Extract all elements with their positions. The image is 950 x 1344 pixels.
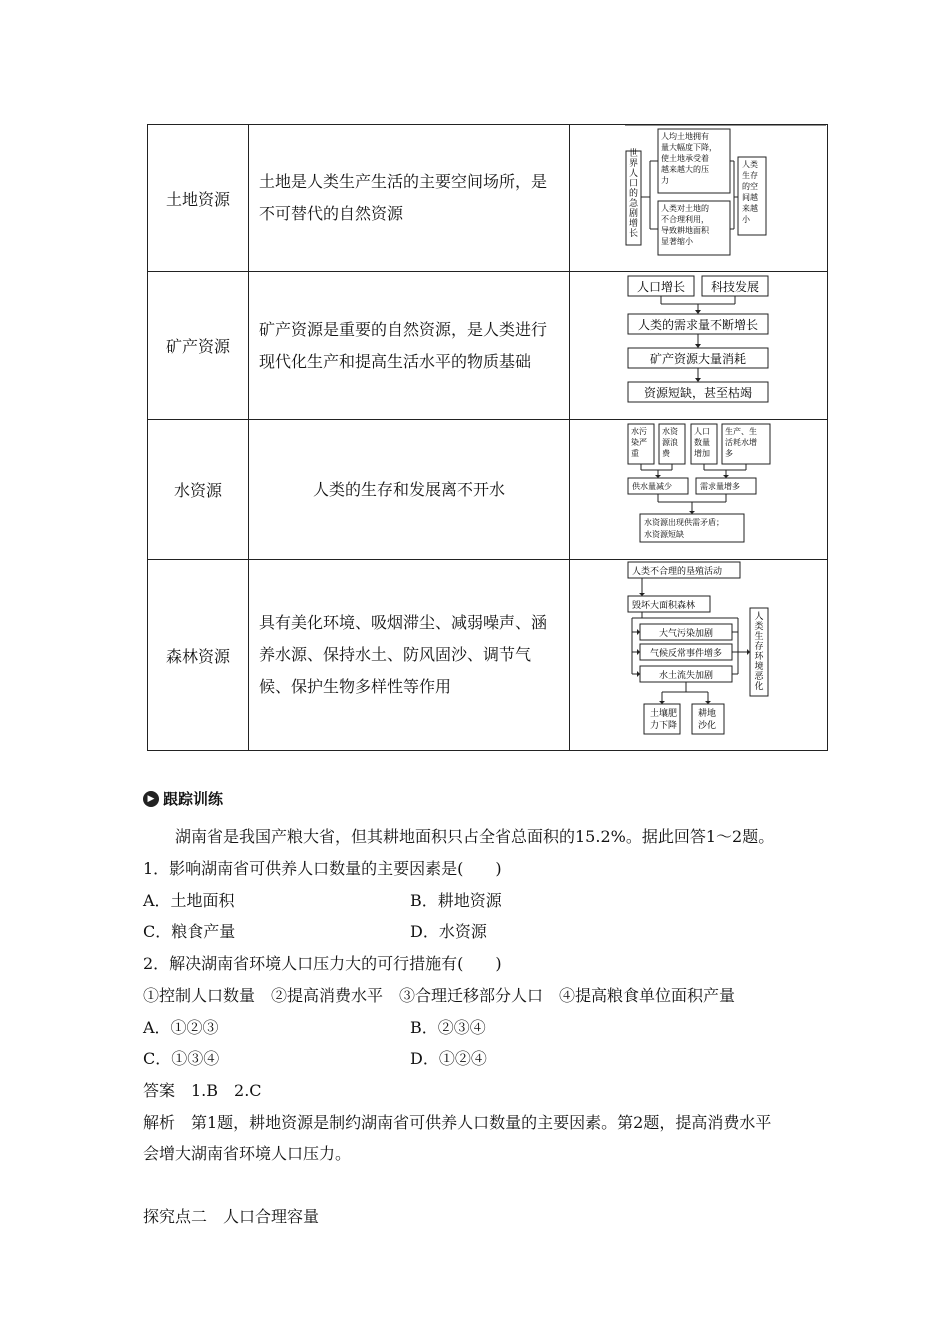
q2-option-a: A．①②③ [143, 1018, 219, 1037]
resource-name: 水资源 [148, 420, 249, 560]
q2-stem: 2．解决湖南省环境人口压力大的可行措施有( ) [143, 954, 502, 973]
table-row-mineral [148, 272, 828, 420]
land-top-label: 人均土地拥有量大幅度下降，使土地承受着越来越大的压力 [661, 132, 717, 185]
analysis-line-2: 会增大湖南省环境人口压力。 [143, 1144, 352, 1163]
forest-c: 大气污染加剧 [658, 629, 714, 639]
resources-table [147, 124, 828, 751]
q2-items: ①控制人口数量 ②提高消费水平 ③合理迁移部分人口 ④提高粮食单位面积产量 [143, 986, 736, 1005]
q2-option-d: D．①②④ [410, 1049, 487, 1068]
water-b: 水资源浪费 [662, 427, 678, 458]
table-row-water [148, 420, 828, 560]
analysis-line-1: 解析 第1题，耕地资源是制约湖南省可供养人口数量的主要因素。第2题，提高消费水平 [143, 1113, 772, 1132]
q1-option-d: D．水资源 [410, 922, 487, 941]
forest-diagram [570, 560, 828, 751]
section-heading [143, 788, 223, 809]
mineral-diagram [570, 272, 828, 420]
resource-desc: 矿产资源是重要的自然资源，是人类进行现代化生产和提高生活水平的物质基础 [249, 272, 570, 420]
forest-e: 水土流失加剧 [658, 671, 714, 681]
mineral-flow-diagram [570, 272, 827, 419]
land-left-label: 世界人口的急剧增长 [628, 149, 639, 239]
resource-name: 矿产资源 [148, 272, 249, 420]
resource-name: 森林资源 [148, 560, 249, 751]
q1-option-c: C．粮食产量 [143, 922, 236, 941]
intro-text: 湖南省是我国产粮大省，但其耕地面积只占全省总面积的15.2%。据此回答1～2题。 [175, 827, 775, 846]
forest-f: 土壤肥力下降 [650, 709, 678, 731]
q2-option-b: B．②③④ [410, 1018, 486, 1037]
resource-desc: 具有美化环境、吸烟滞尘、减弱噪声、涵养水源、保持水土、防风固沙、调节气候、保护生物多样性等作用 [249, 560, 570, 751]
section-title: 跟踪训练 [163, 790, 224, 808]
land-bottom-label: 人类对土地的不合理利用，导致耕地面积显著缩小 [661, 204, 709, 246]
water-c: 人口数量增加 [694, 427, 710, 458]
mineral-e: 资源短缺，甚至枯竭 [643, 386, 753, 400]
forest-d: 气候反常事件增多 [649, 649, 723, 659]
land-diagram [570, 125, 828, 272]
q2-option-c: C．①③④ [143, 1049, 220, 1068]
water-d: 生产、生活耗水增多 [725, 427, 757, 458]
next-section-title: 探究点二 人口合理容量 [143, 1207, 320, 1226]
water-g: 水资源出现供需矛盾；水资源短缺 [644, 518, 724, 539]
table-row-land [148, 125, 828, 272]
water-flow-diagram [570, 420, 827, 559]
mineral-b: 科技发展 [710, 280, 760, 294]
mineral-d: 矿产资源大量消耗 [649, 352, 747, 366]
q1-option-b: B．耕地资源 [410, 891, 502, 910]
forest-b: 毁坏大面积森林 [632, 601, 696, 611]
resource-desc: 人类的生存和发展离不开水 [249, 420, 570, 560]
q1-option-a: A．土地面积 [143, 891, 235, 910]
water-diagram [570, 420, 828, 560]
resource-name: 土地资源 [148, 125, 249, 272]
forest-h: 人类生存环境恶化 [754, 612, 764, 692]
resource-desc: 土地是人类生产生活的主要空间场所，是不可替代的自然资源 [249, 125, 570, 272]
land-flow-diagram [570, 125, 827, 271]
table-row-forest [148, 560, 828, 751]
forest-flow-diagram [570, 560, 827, 750]
forest-g: 耕地沙化 [698, 709, 717, 731]
play-circle-icon: ▶ [143, 791, 159, 807]
mineral-a: 人口增长 [636, 280, 686, 294]
water-a: 水污染严重 [631, 427, 647, 458]
mineral-c: 人类的需求量不断增长 [637, 318, 759, 332]
q1-stem: 1．影响湖南省可供养人口数量的主要因素是( ) [143, 859, 502, 878]
water-e: 供水量减少 [632, 482, 672, 491]
forest-a: 人类不合理的垦殖活动 [632, 567, 723, 577]
water-f: 需求量增多 [700, 482, 740, 491]
land-right-label: 人类生存的空间越来越小 [742, 160, 758, 224]
answer-line: 答案 1.B 2.C [143, 1081, 262, 1100]
